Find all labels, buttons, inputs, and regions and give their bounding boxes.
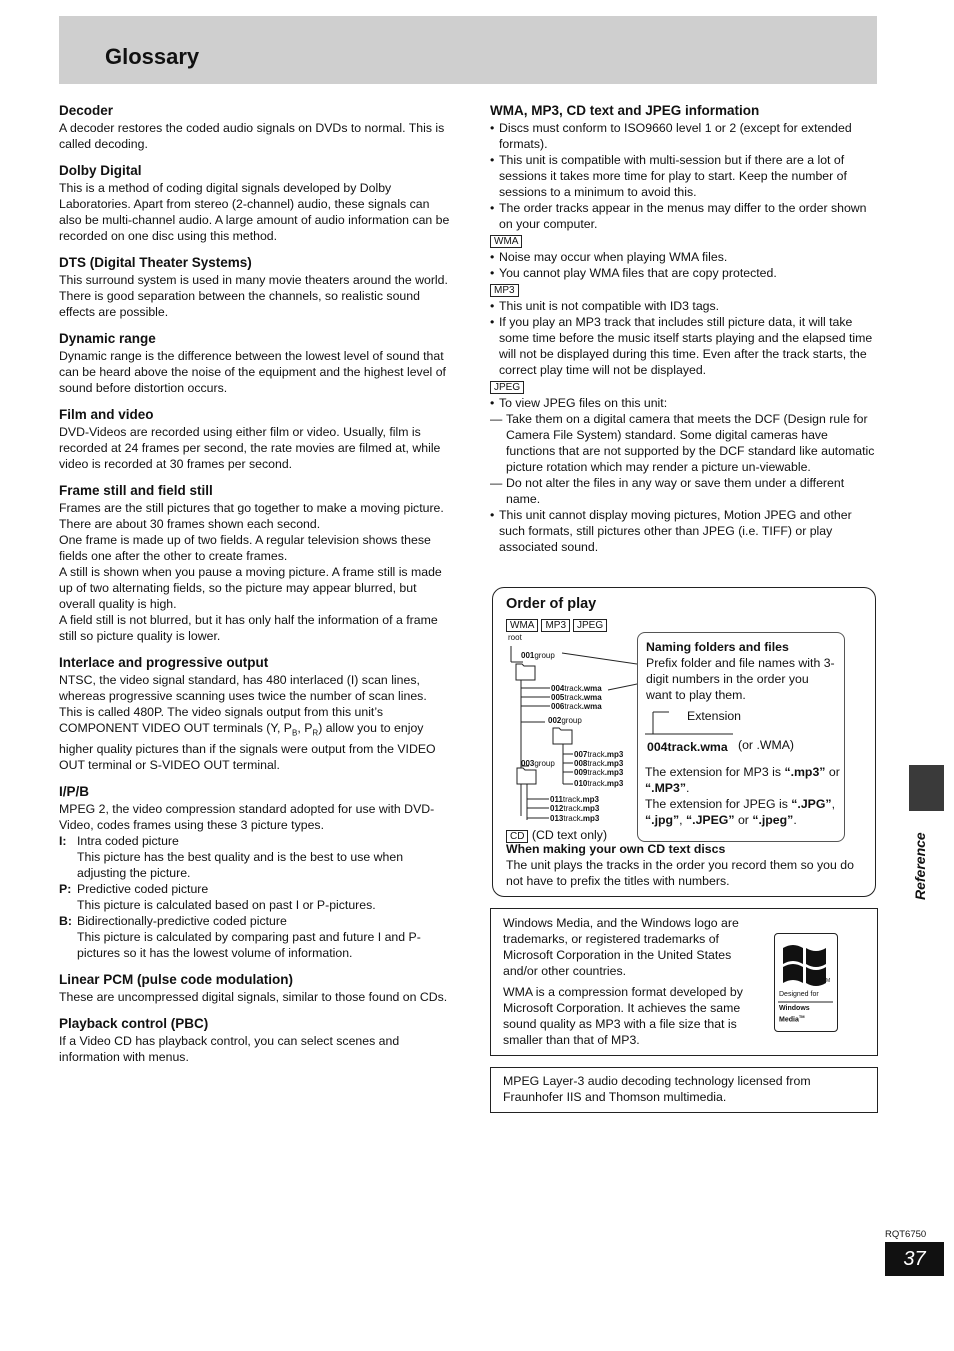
entry-frame-still [59,482,451,644]
track-number: 012 [550,804,564,813]
section-side-label: Reference [912,832,928,900]
entry-interlace-progressive [59,654,451,773]
track-number: 007 [574,750,588,759]
picture-type-desc: This picture is calculated by comparing past and future I and P-pictures so it has the lowest volume of information. [77,930,421,961]
bullet-text: Discs must conform to ISO9660 level 1 or 2 (except for extended formats). [499,121,852,151]
bullet-text: You cannot play WMA files that are copy protected. [499,266,777,280]
bullet-item [490,314,878,378]
ext-value: “.MP3” [645,781,686,795]
entry-ipb [59,783,451,961]
entry-heading: Film and video [59,407,154,422]
entry-heading: Decoder [59,103,114,118]
entry-linear-pcm [59,971,451,1005]
order-of-play-box [492,587,876,897]
mp3-tag: MP3 [490,284,519,297]
tree-group-001 [521,651,555,660]
dash-item [490,411,878,475]
logo-tm: TM [798,1014,805,1019]
tree-track-011 [550,795,599,804]
tree-track-006 [551,702,602,711]
bullet-icon: • [490,153,495,167]
track-ext: .wma [581,693,602,702]
naming-text: Prefix folder and file names with 3-digit numbers in the order you want to play them. [646,656,835,702]
text-fragment: The extension for JPEG is [645,797,792,811]
group-number: 003 [521,759,535,768]
dash-text: Take them on a digital camera that meets the DCF (Design rule for Camera File System) standard. Some digital cameras have functions that are not supported by the DCF standard like automatic picture rotation which may render a picture un-viewable. [506,412,875,474]
picture-type-desc: This picture has the best quality and is the best to use when adjusting the picture. [77,850,404,881]
naming-heading: Naming folders and files [646,640,789,654]
jpeg-tag: JPEG [490,381,524,394]
group-number: 002 [548,716,562,725]
text-fragment: or [734,813,753,827]
bullet-item [490,265,878,281]
bullet-text: This unit is compatible with multi-session but if there are a lot of sessions it takes more time for play to start. Keep the number of sessions to a minimum to avoid this. [499,153,847,199]
picture-type-b [59,913,451,929]
entry-decoder [59,102,451,152]
track-number: 008 [574,759,588,768]
page-number: 37 [885,1242,944,1276]
dash-item [490,475,878,507]
extension-notes [645,764,841,828]
track-ext: .mp3 [604,750,624,759]
entry-text: Frames are the still pictures that go together to make a moving picture. There are about 30 frames shown each second. [59,501,444,531]
track-label: track [563,804,581,813]
bullet-text: Noise may occur when playing WMA files. [499,250,728,264]
windows-media-notice [490,908,878,1056]
entry-text [59,672,451,773]
trademark-text: Windows Media, and the Windows logo are trademarks, or registered trademarks of Microsoft Corporation in the United States and/or other countries. [503,916,739,978]
dash-icon: — [490,412,503,426]
track-number: 006 [551,702,565,711]
entry-text: MPEG 2, the video compression standard adopted for use with DVD-Video, codes frames using these 3 picture types. [59,802,435,833]
bullet-text: The order tracks appear in the menus may differ to the order shown on your computer. [499,201,867,231]
tree-track-004 [551,684,602,693]
dash-icon: — [490,476,503,490]
example-filename: 004track.wma [647,740,728,754]
bullet-item [490,395,878,411]
entry-text: DVD-Videos are recorded using either film or video. Usually, film is recorded at 24 frames per second, the rate movies are filmed at, while video is recorded at 30 frames per second. [59,425,441,471]
ext-value: “.mp3” [784,765,826,779]
track-number: 010 [574,779,588,788]
tree-track-009 [574,768,623,777]
entry-heading: Playback control (PBC) [59,1016,209,1032]
entry-text: One frame is made up of two fields. A regular television shows these fields one after the other to create frames. [59,533,431,563]
track-ext: .mp3 [580,814,600,823]
entry-text: If a Video CD has playback control, you can select scenes and information with menus. [59,1034,400,1065]
track-ext: .mp3 [604,759,624,768]
document-code: RQT6750 [885,1229,927,1240]
cd-heading: When making your own CD text discs [506,842,726,856]
ext-value: “.JPEG” [686,813,735,827]
extension-label: Extension [687,709,742,723]
entry-text: A decoder restores the coded audio signals on DVDs to normal. This is called decoding. [59,121,445,151]
entry-text: This is a method of coding digital signals developed by Dolby Laboratories. Apart from stereo (2-channel) audio, these signals can also be multi-channel audio. A large amount of audio information can be recorded on one disc using this method. [59,181,450,243]
track-ext: .mp3 [580,795,599,804]
entry-dynamic-range [59,330,451,396]
cd-note-text: (CD text only) [531,828,608,842]
entry-heading: I/P/B [59,784,90,800]
tree-group-002 [548,716,582,725]
logo-divider [775,1000,837,1004]
tree-track-012 [550,804,599,813]
entry-text: This surround system is used in many movie theaters around the world. There is good separation between the channels, so realistic sound effects are possible. [59,273,448,319]
bullet-text: This unit cannot display moving pictures, Motion JPEG and other such formats, still pictures other than JPEG (i.e. TIFF) or play associated sound. [499,508,852,554]
wma-tag: WMA [490,235,522,248]
naming-callout [637,632,845,842]
logo-windows-media [779,1005,810,1024]
track-label: track [587,750,605,759]
bullet-icon: • [490,266,495,280]
entry-pbc [59,1015,451,1065]
bullet-icon: • [490,396,495,410]
entry-heading: Dynamic range [59,331,156,346]
wma-tag: WMA [506,619,538,632]
bullet-icon: • [490,315,495,329]
text-fragment: , [679,813,686,827]
bullet-item [490,249,878,265]
jpeg-tag: JPEG [573,619,607,632]
entry-film-and-video [59,406,451,472]
group-label: group [534,651,555,660]
entry-heading: Linear PCM (pulse code modulation) [59,972,294,988]
text-fragment: or [825,765,840,779]
entry-wma-mp3-jpeg [490,102,878,555]
or-wma-note: (or .WMA) [738,738,795,752]
track-ext: .mp3 [604,779,624,788]
text-fragment: The extension for MP3 is [645,765,785,779]
bullet-item [490,152,878,200]
entry-heading: Dolby Digital [59,163,142,178]
bullet-text: If you play an MP3 track that includes still picture data, it will take some time before the music itself starts playing and the elapsed time will not be displayed during this time. Even after the track starts, the correct play time will not be displayed. [499,315,873,377]
header-banner [59,16,877,84]
ext-value: “.JPG” [791,797,832,811]
windows-flag-icon [775,934,837,994]
track-number: 005 [551,693,565,702]
text-fragment: . [793,813,797,827]
bullet-icon: • [490,508,495,522]
bullet-item [490,507,878,555]
track-label: track [563,814,581,823]
picture-type-key: I: [59,834,67,849]
entry-text: A field still is not blurred, but it has only half the information of a frame still so picture quality is lower. [59,613,438,643]
page-title: Glossary [105,44,200,69]
bullet-text: To view JPEG files on this unit: [499,396,668,410]
picture-type-title: Bidirectionally-predictive coded picture [77,914,287,929]
picture-type-p [59,881,451,897]
entry-dolby-digital [59,162,451,244]
picture-type-key: B: [59,914,72,929]
ext-value: “.jpg” [645,813,680,827]
mp3-license-text: MPEG Layer-3 audio decoding technology licensed from Fraunhofer IIS and Thomson multimedia. [503,1074,811,1104]
group-label: group [534,759,555,768]
track-label: track [587,759,605,768]
logo-word: Windows [779,1005,810,1012]
picture-type-i [59,833,451,849]
cd-tag: CD [506,830,528,843]
ext-value: “.jpeg” [752,813,794,827]
bullet-icon: • [490,299,495,313]
picture-type-desc: This picture is calculated based on past I or P-pictures. [77,898,376,913]
track-label: track [562,795,581,804]
subscript-r: R [312,728,319,738]
track-label: track [564,693,582,702]
order-of-play-title: Order of play [506,596,597,612]
track-number: 009 [574,768,588,777]
picture-type-title: Intra coded picture [77,834,179,849]
mp3-license-notice [490,1067,878,1113]
entry-text: Dynamic range is the difference between the lowest level of sound that can be heard above the noise of the equipment and the highest level of sound before distortion occurs. [59,349,446,395]
track-label: track [587,779,605,788]
group-label: group [561,716,582,725]
entry-dts [59,254,451,320]
logo-tm: TM [823,978,831,984]
windows-media-text [503,915,751,1053]
track-ext: .wma [581,702,602,711]
bullet-item [490,298,878,314]
wma-description: WMA is a compression format developed by Microsoft Corporation. It achieves the same sound quality as MP3 with a file size that is smaller than that of MP3. [503,985,743,1047]
entry-heading: Interlace and progressive output [59,655,269,670]
track-label: track [587,768,605,777]
track-number: 013 [550,814,564,823]
track-number: 011 [550,795,563,804]
text-fragment: ) allow you to enjoy higher quality pictures than if the signals were output from the VIDEO OUT terminal or S-VIDEO OUT terminal. [59,721,436,773]
subscript-b: B [292,728,298,738]
track-number: 004 [551,684,565,693]
track-ext: .mp3 [604,768,624,777]
entry-heading: DTS (Digital Theater Systems) [59,255,252,270]
glossary-left-column [59,102,451,1075]
windows-media-logo [774,933,838,1032]
logo-word: Media [779,1016,799,1024]
bullet-item [490,120,878,152]
text-fragment: , [831,797,836,811]
picture-type-key: P: [59,882,72,897]
section-side-tab [909,765,944,811]
bullet-item [490,200,878,232]
tree-track-008 [574,759,623,768]
track-label: track [564,702,582,711]
tree-track-005 [551,693,602,702]
text-fragment: . [686,781,690,795]
mp3-tag: MP3 [541,619,570,632]
bullet-icon: • [490,201,495,215]
dash-text: Do not alter the files in any way or save them under a different name. [506,476,845,506]
tree-track-013 [550,814,599,823]
entry-heading: WMA, MP3, CD text and JPEG information [490,103,760,118]
track-label: track [564,684,582,693]
bullet-text: This unit is not compatible with ID3 tags. [499,299,720,313]
cd-text: The unit plays the tracks in the order you record them so you do not have to prefix the titles with numbers. [506,858,854,888]
text-fragment: , P [297,721,313,735]
track-ext: .mp3 [580,804,600,813]
text-fragment: NTSC, the video signal standard, has 480 interlaced (I) scan lines, whereas progressive scanning uses twice the number of scan lines. This is called 480P. The video signals output from this unit’s COMPONENT VIDEO OUT terminals (Y, P [59,673,427,735]
logo-designed-for: Designed for [779,991,819,998]
entry-heading: Frame still and field still [59,483,213,498]
entry-text: A still is shown when you pause a moving picture. A frame still is made up of two alternating fields, so the picture may appear blurred, but overall quality is high. [59,565,442,611]
bullet-icon: • [490,250,495,264]
tree-root-label: root [508,633,522,642]
tree-group-003 [521,759,555,768]
picture-type-title: Predictive coded picture [77,882,209,897]
bullet-icon: • [490,121,495,135]
tree-track-010 [574,779,623,788]
group-number: 001 [521,651,535,660]
entry-text: These are uncompressed digital signals, similar to those found on CDs. [59,990,448,1005]
file-info-column [490,102,878,555]
track-ext: .wma [581,684,602,693]
tree-track-007 [574,750,623,759]
